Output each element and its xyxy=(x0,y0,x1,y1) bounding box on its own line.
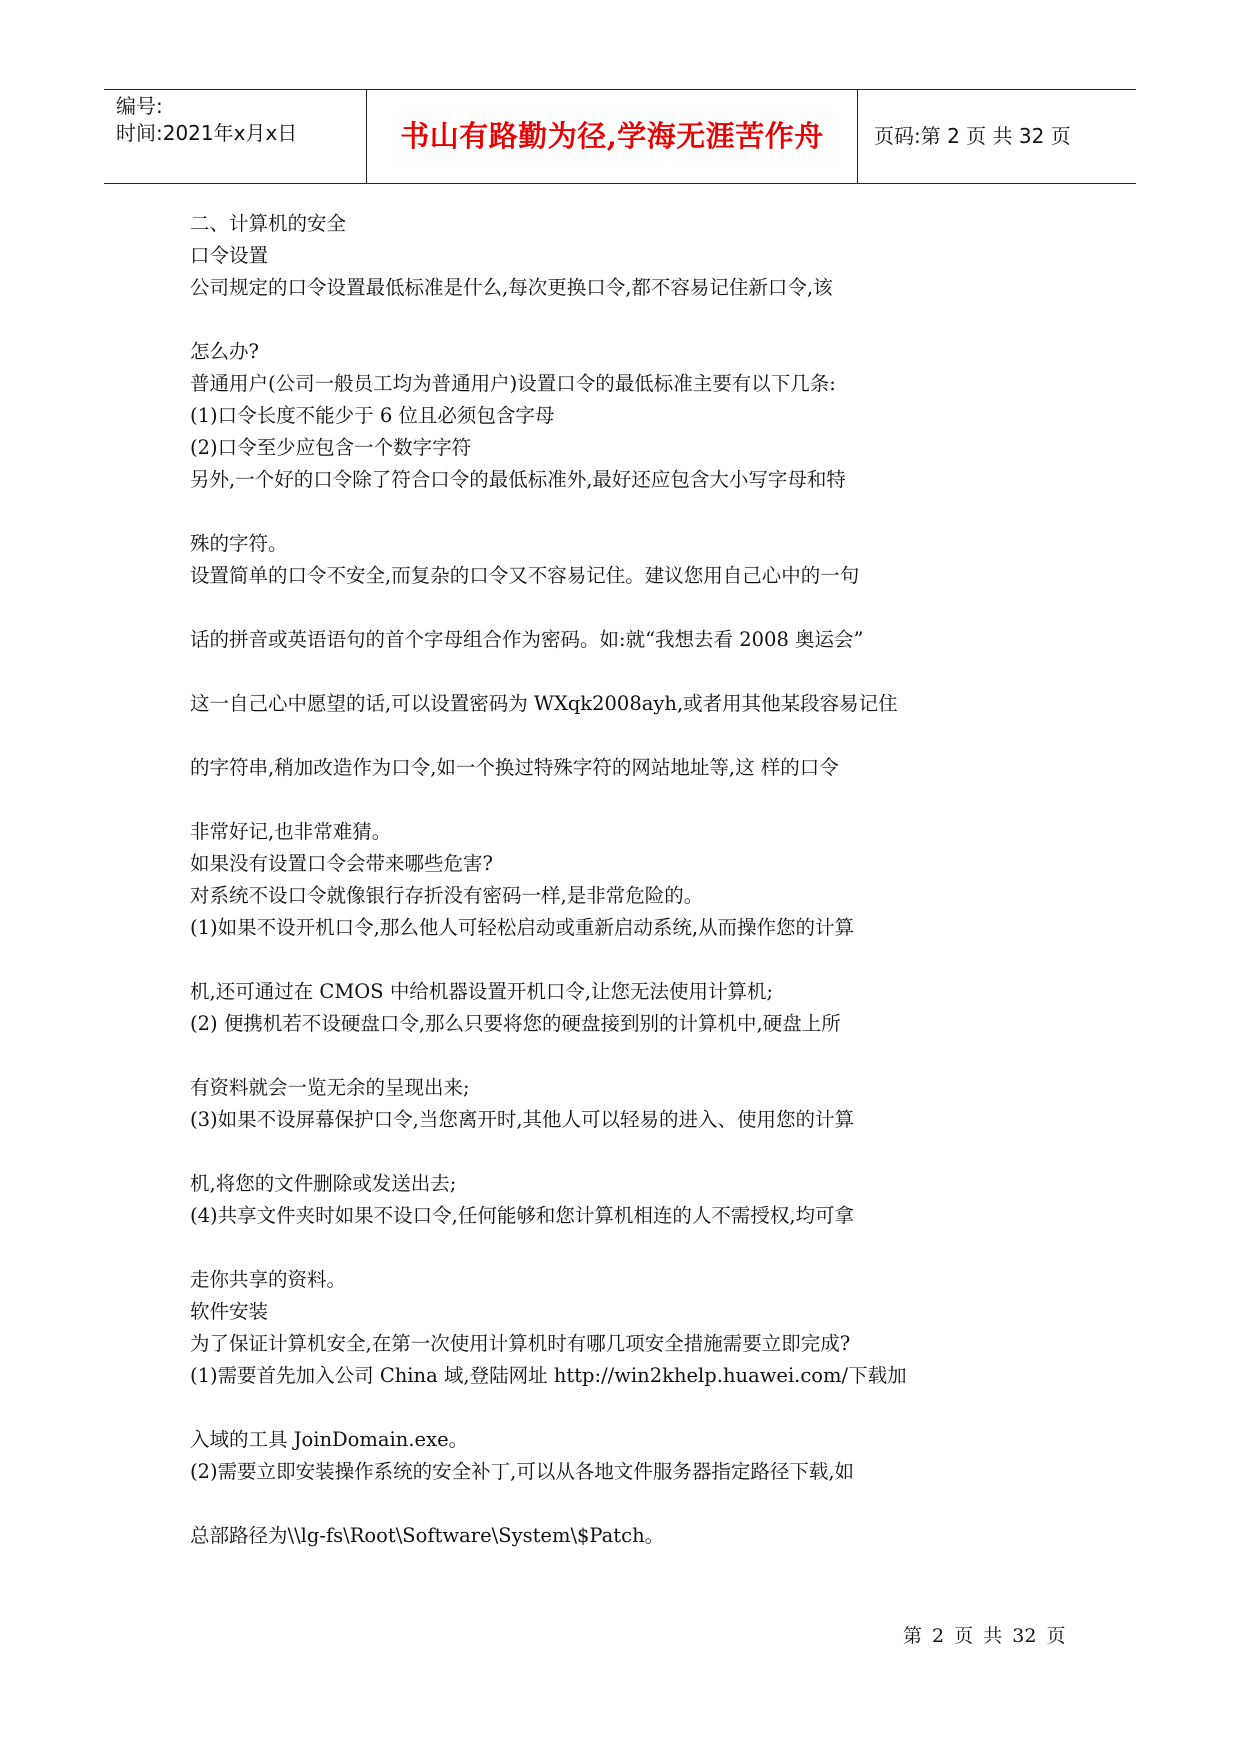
subsection-heading: 软件安装 xyxy=(190,1300,269,1323)
list-item-continuation: 总部路径为\\lg-fs\Root\Software\System\$Patch。 xyxy=(190,1524,665,1547)
list-item-continuation: 入域的工具 JoinDomain.exe。 xyxy=(190,1428,469,1451)
paragraph-line: 对系统不设口令就像银行存折没有密码一样,是非常危险的。 xyxy=(190,884,704,907)
list-item: (2)需要立即安装操作系统的安全补丁,可以从各地文件服务器指定路径下载,如 xyxy=(190,1460,855,1483)
question-heading: 如果没有设置口令会带来哪些危害? xyxy=(190,852,493,875)
header-page-info: 页码:第 2 页 共 32 页 xyxy=(874,124,1071,148)
header-page-info-cell xyxy=(858,90,1136,183)
list-item: (1)口令长度不能少于 6 位且必须包含字母 xyxy=(190,404,555,427)
paragraph-line: 殊的字符。 xyxy=(190,532,288,555)
paragraph-line: 公司规定的口令设置最低标准是什么,每次更换口令,都不容易记住新口令,该 xyxy=(190,276,833,299)
list-item: (2) 便携机若不设硬盘口令,那么只要将您的硬盘接到别的计算机中,硬盘上所 xyxy=(190,1012,841,1035)
page-footer: 第 2 页 共 32 页 xyxy=(903,1625,1066,1647)
paragraph-line: 为了保证计算机安全,在第一次使用计算机时有哪几项安全措施需要立即完成? xyxy=(190,1332,851,1355)
paragraph-line: 普通用户(公司一般员工均为普通用户)设置口令的最低标准主要有以下几条: xyxy=(190,372,836,395)
list-item-continuation: 走你共享的资料。 xyxy=(190,1268,347,1291)
header-motto: 书山有路勤为径,学海无涯苦作舟 xyxy=(367,90,858,183)
paragraph-line: 的字符串,稍加改造作为口令,如一个换过特殊字符的网站地址等,这 样的口令 xyxy=(190,756,839,779)
list-item: (1)如果不设开机口令,那么他人可轻松启动或重新启动系统,从而操作您的计算 xyxy=(190,916,855,939)
paragraph-line: 这一自己心中愿望的话,可以设置密码为 WXqk2008ayh,或者用其他某段容易记住 xyxy=(190,692,898,715)
page-header xyxy=(104,89,1136,184)
paragraph-line: 话的拼音或英语语句的首个字母组合作为密码。如:就“我想去看 2008 奥运会” xyxy=(190,628,864,651)
list-item-continuation: 机,还可通过在 CMOS 中给机器设置开机口令,让您无法使用计算机; xyxy=(190,980,774,1003)
list-item-continuation: 机,将您的文件删除或发送出去; xyxy=(190,1172,457,1195)
list-item: (2)口令至少应包含一个数字字符 xyxy=(190,436,472,459)
list-item: (1)需要首先加入公司 China 域,登陆网址 http://win2khelp.huawei.com/下载加 xyxy=(190,1364,907,1387)
paragraph-line: 非常好记,也非常难猜。 xyxy=(190,820,392,843)
document-time-label: 时间:2021年x月x日 xyxy=(116,121,298,145)
list-item: (3)如果不设屏幕保护口令,当您离开时,其他人可以轻易的进入、使用您的计算 xyxy=(190,1108,855,1131)
document-number-label: 编号: xyxy=(116,94,163,118)
paragraph-line: 怎么办? xyxy=(190,340,259,363)
section-heading: 二、计算机的安全 xyxy=(190,212,347,235)
subsection-heading: 口令设置 xyxy=(190,244,269,267)
list-item-continuation: 有资料就会一览无余的呈现出来; xyxy=(190,1076,470,1099)
header-meta xyxy=(104,90,367,183)
paragraph-line: 另外,一个好的口令除了符合口令的最低标准外,最好还应包含大小写字母和特 xyxy=(190,468,846,491)
list-item: (4)共享文件夹时如果不设口令,任何能够和您计算机相连的人不需授权,均可拿 xyxy=(190,1204,855,1227)
paragraph-line: 设置简单的口令不安全,而复杂的口令又不容易记住。建议您用自己心中的一句 xyxy=(190,564,860,587)
